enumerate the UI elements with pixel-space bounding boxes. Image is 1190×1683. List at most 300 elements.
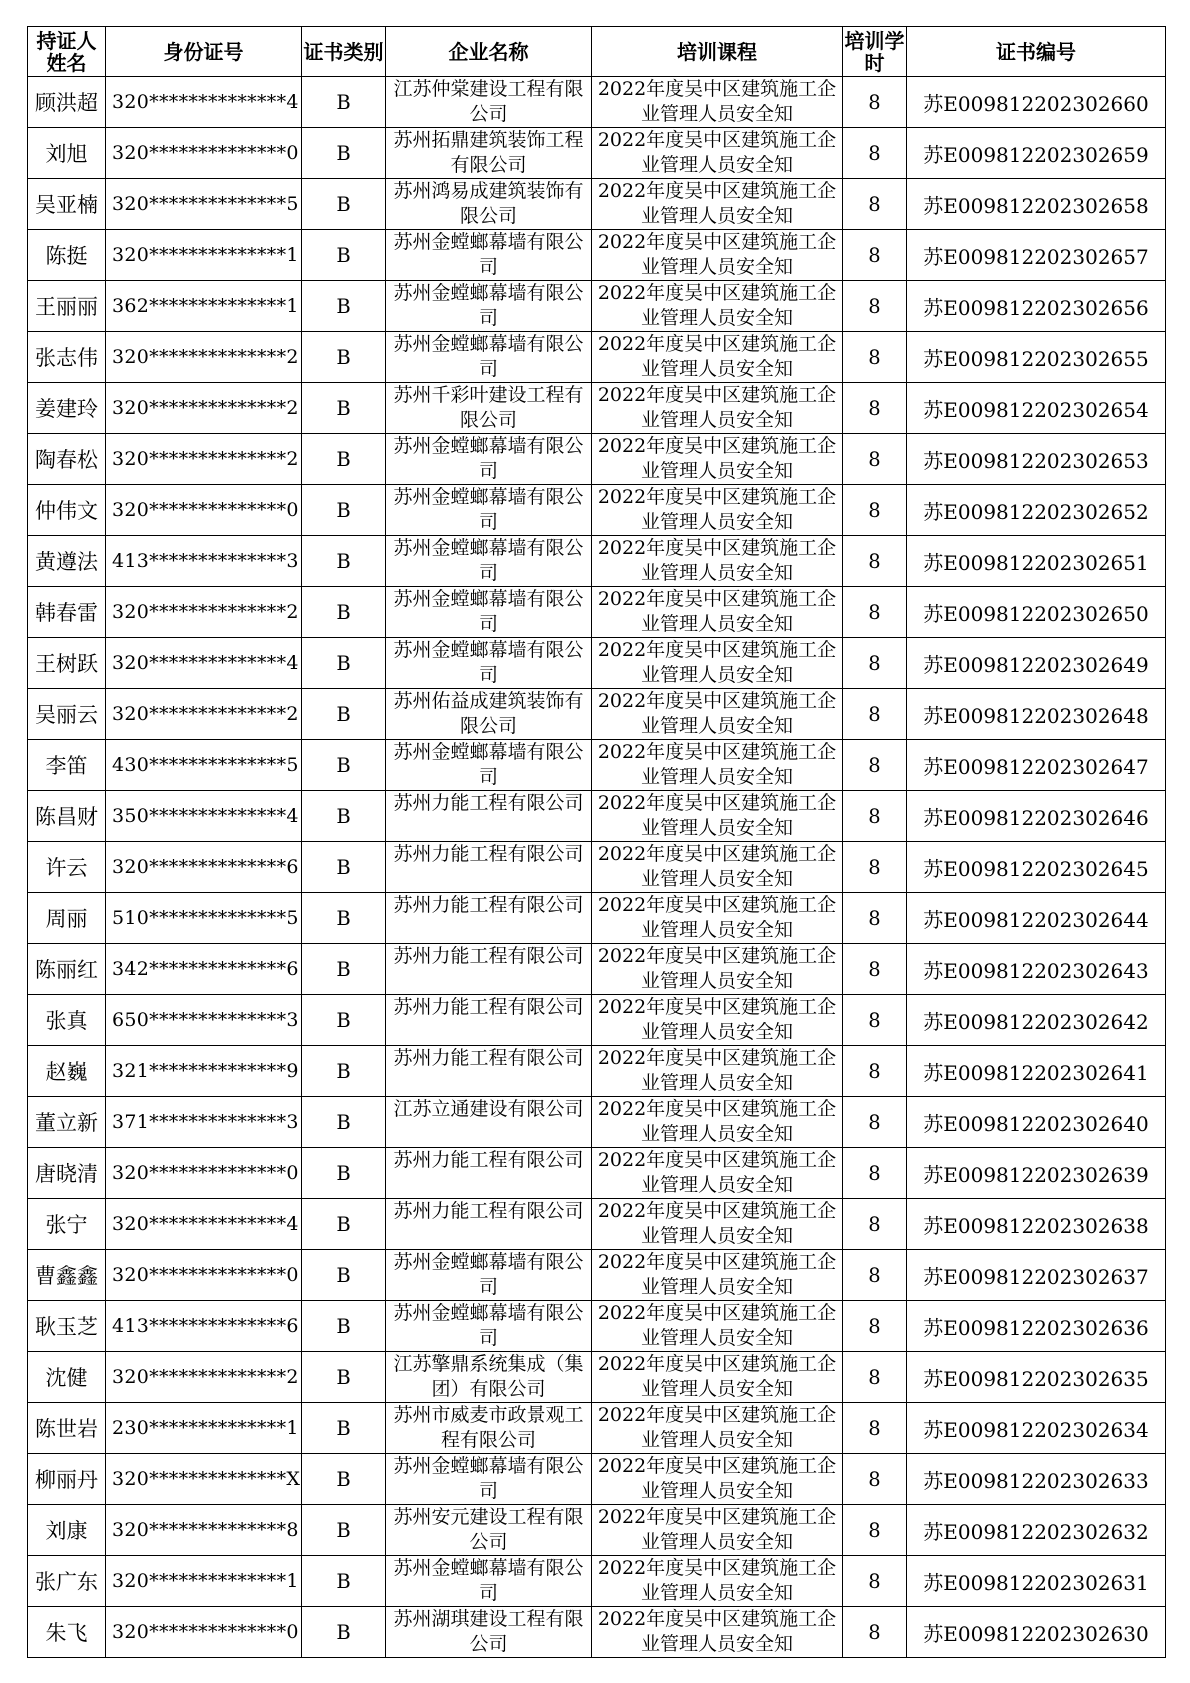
company-cell [386, 1454, 592, 1505]
company-text: 苏州金螳螂幕墙有限公司 [393, 231, 584, 278]
course-text: 2022年度吴中区建筑施工企业管理人员安全知 [597, 1404, 837, 1451]
company-text: 苏州金螳螂幕墙有限公司 [393, 435, 584, 482]
cert-type-cell: B [302, 434, 386, 485]
id-number-cell: 320**************0 [106, 485, 302, 536]
cert-number-cell: 苏E009812202302646 [907, 791, 1166, 842]
table-row [28, 77, 1166, 128]
course-cell [592, 1148, 843, 1199]
header-cert-number: 证书编号 [907, 27, 1166, 77]
id-number-cell: 430**************5 [106, 740, 302, 791]
hours-cell: 8 [843, 230, 907, 281]
company-text: 苏州力能工程有限公司 [393, 945, 584, 967]
hours-cell: 8 [843, 1403, 907, 1454]
table-row [28, 485, 1166, 536]
cert-number-cell: 苏E009812202302658 [907, 179, 1166, 230]
cert-type-cell: B [302, 689, 386, 740]
company-cell [386, 638, 592, 689]
hours-cell: 8 [843, 1148, 907, 1199]
table-row [28, 281, 1166, 332]
hours-cell: 8 [843, 536, 907, 587]
table-row [28, 1403, 1166, 1454]
cert-number-cell: 苏E009812202302656 [907, 281, 1166, 332]
cert-type-cell: B [302, 281, 386, 332]
company-cell [386, 485, 592, 536]
id-number-cell: 320**************2 [106, 434, 302, 485]
course-cell [592, 1097, 843, 1148]
cert-number-cell: 苏E009812202302630 [907, 1607, 1166, 1658]
company-cell [386, 332, 592, 383]
company-text: 苏州金螳螂幕墙有限公司 [393, 537, 584, 584]
course-cell [592, 1250, 843, 1301]
company-text: 苏州金螳螂幕墙有限公司 [393, 639, 584, 686]
company-text: 苏州力能工程有限公司 [393, 792, 584, 814]
holder-name-cell: 张宁 [28, 1199, 106, 1250]
course-cell [592, 1505, 843, 1556]
hours-cell: 8 [843, 1556, 907, 1607]
company-cell [386, 1505, 592, 1556]
course-text: 2022年度吴中区建筑施工企业管理人员安全知 [597, 129, 837, 176]
course-text: 2022年度吴中区建筑施工企业管理人员安全知 [597, 78, 837, 125]
id-number-cell: 320**************X [106, 1454, 302, 1505]
cert-type-cell: B [302, 1352, 386, 1403]
cert-type-cell: B [302, 1505, 386, 1556]
course-text: 2022年度吴中区建筑施工企业管理人员安全知 [597, 1251, 837, 1298]
header-holder-name: 持证人姓名 [28, 27, 106, 77]
holder-name-cell: 仲伟文 [28, 485, 106, 536]
holder-name-cell: 柳丽丹 [28, 1454, 106, 1505]
cert-type-cell: B [302, 1097, 386, 1148]
hours-cell: 8 [843, 791, 907, 842]
course-text: 2022年度吴中区建筑施工企业管理人员安全知 [597, 282, 837, 329]
id-number-cell: 320**************1 [106, 1556, 302, 1607]
company-text: 苏州市威麦市政景观工程有限公司 [393, 1404, 584, 1451]
holder-name-cell: 王丽丽 [28, 281, 106, 332]
company-text: 苏州金螳螂幕墙有限公司 [393, 588, 584, 635]
company-cell [386, 1556, 592, 1607]
table-row [28, 1454, 1166, 1505]
id-number-cell: 320**************6 [106, 842, 302, 893]
cert-number-cell: 苏E009812202302655 [907, 332, 1166, 383]
hours-cell: 8 [843, 485, 907, 536]
company-text: 苏州金螳螂幕墙有限公司 [393, 486, 584, 533]
hours-cell: 8 [843, 587, 907, 638]
holder-name-cell: 唐晓清 [28, 1148, 106, 1199]
company-cell [386, 944, 592, 995]
table-row [28, 689, 1166, 740]
course-text: 2022年度吴中区建筑施工企业管理人员安全知 [597, 1149, 837, 1196]
course-cell [592, 791, 843, 842]
company-text: 苏州力能工程有限公司 [393, 894, 584, 916]
cert-number-cell: 苏E009812202302659 [907, 128, 1166, 179]
id-number-cell: 320**************2 [106, 689, 302, 740]
table-row [28, 536, 1166, 587]
company-cell [386, 1148, 592, 1199]
cert-number-cell: 苏E009812202302641 [907, 1046, 1166, 1097]
table-row [28, 1607, 1166, 1658]
course-text: 2022年度吴中区建筑施工企业管理人员安全知 [597, 996, 837, 1043]
table-row [28, 1199, 1166, 1250]
cert-type-cell: B [302, 638, 386, 689]
cert-type-cell: B [302, 1607, 386, 1658]
holder-name-cell: 刘旭 [28, 128, 106, 179]
company-cell [386, 740, 592, 791]
course-cell [592, 1454, 843, 1505]
company-text: 苏州力能工程有限公司 [393, 1200, 584, 1222]
hours-cell: 8 [843, 689, 907, 740]
cert-number-cell: 苏E009812202302633 [907, 1454, 1166, 1505]
cert-number-cell: 苏E009812202302643 [907, 944, 1166, 995]
company-cell [386, 179, 592, 230]
cert-type-cell: B [302, 791, 386, 842]
id-number-cell: 320**************4 [106, 1199, 302, 1250]
course-cell [592, 434, 843, 485]
hours-cell: 8 [843, 434, 907, 485]
course-text: 2022年度吴中区建筑施工企业管理人员安全知 [597, 1353, 837, 1400]
hours-cell: 8 [843, 179, 907, 230]
hours-cell: 8 [843, 332, 907, 383]
id-number-cell: 320**************2 [106, 383, 302, 434]
course-cell [592, 1607, 843, 1658]
course-cell [592, 332, 843, 383]
course-text: 2022年度吴中区建筑施工企业管理人员安全知 [597, 1200, 837, 1247]
company-cell [386, 995, 592, 1046]
cert-number-cell: 苏E009812202302652 [907, 485, 1166, 536]
holder-name-cell: 韩春雷 [28, 587, 106, 638]
hours-cell: 8 [843, 893, 907, 944]
course-text: 2022年度吴中区建筑施工企业管理人员安全知 [597, 486, 837, 533]
table-row [28, 1556, 1166, 1607]
cert-number-cell: 苏E009812202302635 [907, 1352, 1166, 1403]
hours-cell: 8 [843, 1199, 907, 1250]
holder-name-cell: 张广东 [28, 1556, 106, 1607]
id-number-cell: 320**************0 [106, 1148, 302, 1199]
company-cell [386, 281, 592, 332]
cert-number-cell: 苏E009812202302642 [907, 995, 1166, 1046]
course-text: 2022年度吴中区建筑施工企业管理人员安全知 [597, 639, 837, 686]
id-number-cell: 320**************0 [106, 1607, 302, 1658]
id-number-cell: 413**************6 [106, 1301, 302, 1352]
cert-number-cell: 苏E009812202302634 [907, 1403, 1166, 1454]
holder-name-cell: 黄遵法 [28, 536, 106, 587]
cert-type-cell: B [302, 1403, 386, 1454]
hours-cell: 8 [843, 383, 907, 434]
id-number-cell: 320**************5 [106, 179, 302, 230]
company-text: 江苏擎鼎系统集成（集团）有限公司 [393, 1353, 584, 1400]
company-text: 苏州湖琪建设工程有限公司 [393, 1608, 584, 1655]
course-cell [592, 689, 843, 740]
holder-name-cell: 陈昌财 [28, 791, 106, 842]
course-text: 2022年度吴中区建筑施工企业管理人员安全知 [597, 384, 837, 431]
hours-cell: 8 [843, 740, 907, 791]
course-text: 2022年度吴中区建筑施工企业管理人员安全知 [597, 843, 837, 890]
table-row [28, 1352, 1166, 1403]
company-cell [386, 536, 592, 587]
cert-number-cell: 苏E009812202302645 [907, 842, 1166, 893]
company-text: 苏州金螳螂幕墙有限公司 [393, 333, 584, 380]
company-cell [386, 434, 592, 485]
table-row [28, 1097, 1166, 1148]
company-cell [386, 893, 592, 944]
header-row [28, 27, 1166, 77]
table-row [28, 893, 1166, 944]
company-text: 苏州金螳螂幕墙有限公司 [393, 741, 584, 788]
id-number-cell: 320**************4 [106, 638, 302, 689]
holder-name-cell: 吴亚楠 [28, 179, 106, 230]
id-number-cell: 350**************4 [106, 791, 302, 842]
cert-number-cell: 苏E009812202302639 [907, 1148, 1166, 1199]
id-number-cell: 320**************2 [106, 1352, 302, 1403]
cert-type-cell: B [302, 893, 386, 944]
id-number-cell: 320**************2 [106, 587, 302, 638]
cert-type-cell: B [302, 332, 386, 383]
course-text: 2022年度吴中区建筑施工企业管理人员安全知 [597, 231, 837, 278]
holder-name-cell: 沈健 [28, 1352, 106, 1403]
cert-type-cell: B [302, 1046, 386, 1097]
table-row [28, 128, 1166, 179]
id-number-cell: 650**************3 [106, 995, 302, 1046]
cert-type-cell: B [302, 179, 386, 230]
course-cell [592, 536, 843, 587]
id-number-cell: 320**************1 [106, 230, 302, 281]
course-text: 2022年度吴中区建筑施工企业管理人员安全知 [597, 1098, 837, 1145]
id-number-cell: 342**************6 [106, 944, 302, 995]
cert-type-cell: B [302, 77, 386, 128]
holder-name-cell: 刘康 [28, 1505, 106, 1556]
course-text: 2022年度吴中区建筑施工企业管理人员安全知 [597, 1608, 837, 1655]
company-cell [386, 383, 592, 434]
course-cell [592, 1301, 843, 1352]
course-cell [592, 281, 843, 332]
cert-type-cell: B [302, 230, 386, 281]
course-text: 2022年度吴中区建筑施工企业管理人员安全知 [597, 1455, 837, 1502]
course-cell [592, 587, 843, 638]
course-cell [592, 1199, 843, 1250]
holder-name-cell: 陶春松 [28, 434, 106, 485]
company-text: 苏州力能工程有限公司 [393, 1149, 584, 1171]
cert-number-cell: 苏E009812202302644 [907, 893, 1166, 944]
course-cell [592, 1352, 843, 1403]
table-row [28, 179, 1166, 230]
holder-name-cell: 耿玉芝 [28, 1301, 106, 1352]
table-row [28, 791, 1166, 842]
table-row [28, 434, 1166, 485]
company-cell [386, 1250, 592, 1301]
cert-type-cell: B [302, 1148, 386, 1199]
cert-number-cell: 苏E009812202302657 [907, 230, 1166, 281]
holder-name-cell: 陈丽红 [28, 944, 106, 995]
hours-cell: 8 [843, 281, 907, 332]
hours-cell: 8 [843, 1505, 907, 1556]
table-row [28, 332, 1166, 383]
course-cell [592, 383, 843, 434]
course-text: 2022年度吴中区建筑施工企业管理人员安全知 [597, 741, 837, 788]
cert-type-cell: B [302, 995, 386, 1046]
cert-number-cell: 苏E009812202302636 [907, 1301, 1166, 1352]
company-text: 苏州佑益成建筑装饰有限公司 [393, 690, 584, 737]
cert-type-cell: B [302, 842, 386, 893]
cert-type-cell: B [302, 740, 386, 791]
hours-cell: 8 [843, 1250, 907, 1301]
course-text: 2022年度吴中区建筑施工企业管理人员安全知 [597, 945, 837, 992]
id-number-cell: 230**************1 [106, 1403, 302, 1454]
company-text: 苏州金螳螂幕墙有限公司 [393, 1251, 584, 1298]
cert-number-cell: 苏E009812202302631 [907, 1556, 1166, 1607]
cert-number-cell: 苏E009812202302638 [907, 1199, 1166, 1250]
course-cell [592, 128, 843, 179]
id-number-cell: 362**************1 [106, 281, 302, 332]
company-text: 苏州力能工程有限公司 [393, 996, 584, 1018]
table-row [28, 740, 1166, 791]
cert-number-cell: 苏E009812202302654 [907, 383, 1166, 434]
course-text: 2022年度吴中区建筑施工企业管理人员安全知 [597, 1557, 837, 1604]
course-cell [592, 1403, 843, 1454]
header-cert-type: 证书类别 [302, 27, 386, 77]
holder-name-cell: 张志伟 [28, 332, 106, 383]
hours-cell: 8 [843, 1301, 907, 1352]
holder-name-cell: 姜建玲 [28, 383, 106, 434]
cert-number-cell: 苏E009812202302648 [907, 689, 1166, 740]
course-text: 2022年度吴中区建筑施工企业管理人员安全知 [597, 1047, 837, 1094]
course-cell [592, 893, 843, 944]
table-row [28, 842, 1166, 893]
course-text: 2022年度吴中区建筑施工企业管理人员安全知 [597, 435, 837, 482]
company-text: 苏州力能工程有限公司 [393, 843, 584, 865]
holder-name-cell: 李笛 [28, 740, 106, 791]
id-number-cell: 321**************9 [106, 1046, 302, 1097]
course-text: 2022年度吴中区建筑施工企业管理人员安全知 [597, 792, 837, 839]
company-text: 苏州安元建设工程有限公司 [393, 1506, 584, 1553]
cert-type-cell: B [302, 944, 386, 995]
company-cell [386, 230, 592, 281]
cert-number-cell: 苏E009812202302637 [907, 1250, 1166, 1301]
course-cell [592, 77, 843, 128]
course-text: 2022年度吴中区建筑施工企业管理人员安全知 [597, 690, 837, 737]
id-number-cell: 320**************0 [106, 1250, 302, 1301]
company-cell [386, 1301, 592, 1352]
course-cell [592, 1556, 843, 1607]
company-cell [386, 77, 592, 128]
company-text: 苏州金螳螂幕墙有限公司 [393, 1455, 584, 1502]
table-row [28, 587, 1166, 638]
cert-number-cell: 苏E009812202302651 [907, 536, 1166, 587]
header-hours: 培训学时 [844, 28, 905, 75]
company-cell [386, 689, 592, 740]
course-cell [592, 995, 843, 1046]
course-text: 2022年度吴中区建筑施工企业管理人员安全知 [597, 537, 837, 584]
hours-cell: 8 [843, 1454, 907, 1505]
certificate-table [27, 26, 1166, 1658]
course-cell [592, 230, 843, 281]
cert-type-cell: B [302, 1454, 386, 1505]
cert-number-cell: 苏E009812202302649 [907, 638, 1166, 689]
cert-type-cell: B [302, 128, 386, 179]
course-cell [592, 485, 843, 536]
table-row [28, 1301, 1166, 1352]
company-text: 江苏立通建设有限公司 [393, 1098, 584, 1120]
hours-cell: 8 [843, 77, 907, 128]
holder-name-cell: 曹鑫鑫 [28, 1250, 106, 1301]
course-text: 2022年度吴中区建筑施工企业管理人员安全知 [597, 180, 837, 227]
cert-type-cell: B [302, 1199, 386, 1250]
hours-cell: 8 [843, 944, 907, 995]
holder-name-cell: 陈挺 [28, 230, 106, 281]
table-row [28, 230, 1166, 281]
cert-number-cell: 苏E009812202302653 [907, 434, 1166, 485]
holder-name-cell: 张真 [28, 995, 106, 1046]
holder-name-cell: 周丽 [28, 893, 106, 944]
cert-type-cell: B [302, 1250, 386, 1301]
cert-number-cell: 苏E009812202302647 [907, 740, 1166, 791]
holder-name-cell: 王树跃 [28, 638, 106, 689]
course-text: 2022年度吴中区建筑施工企业管理人员安全知 [597, 1506, 837, 1553]
course-cell [592, 842, 843, 893]
header-company: 企业名称 [386, 27, 592, 77]
holder-name-cell: 顾洪超 [28, 77, 106, 128]
course-text: 2022年度吴中区建筑施工企业管理人员安全知 [597, 588, 837, 635]
course-cell [592, 1046, 843, 1097]
holder-name-cell: 陈世岩 [28, 1403, 106, 1454]
header-course: 培训课程 [592, 27, 843, 77]
cert-type-cell: B [302, 485, 386, 536]
holder-name-cell: 董立新 [28, 1097, 106, 1148]
company-text: 苏州金螳螂幕墙有限公司 [393, 282, 584, 329]
id-number-cell: 320**************0 [106, 128, 302, 179]
holder-name-cell: 许云 [28, 842, 106, 893]
company-text: 苏州鸿易成建筑装饰有限公司 [393, 180, 584, 227]
hours-cell: 8 [843, 1097, 907, 1148]
company-cell [386, 1403, 592, 1454]
course-cell [592, 638, 843, 689]
hours-cell: 8 [843, 1046, 907, 1097]
company-cell [386, 842, 592, 893]
company-text: 苏州金螳螂幕墙有限公司 [393, 1302, 584, 1349]
id-number-cell: 320**************4 [106, 77, 302, 128]
hours-cell: 8 [843, 842, 907, 893]
table-row [28, 1148, 1166, 1199]
table-row [28, 1505, 1166, 1556]
id-number-cell: 320**************2 [106, 332, 302, 383]
table-row [28, 383, 1166, 434]
cert-type-cell: B [302, 383, 386, 434]
cert-type-cell: B [302, 1556, 386, 1607]
company-cell [386, 1352, 592, 1403]
id-number-cell: 371**************3 [106, 1097, 302, 1148]
company-cell [386, 1607, 592, 1658]
id-number-cell: 320**************8 [106, 1505, 302, 1556]
company-text: 苏州力能工程有限公司 [393, 1047, 584, 1069]
hours-cell: 8 [843, 128, 907, 179]
table-row [28, 1250, 1166, 1301]
course-cell [592, 179, 843, 230]
cert-number-cell: 苏E009812202302660 [907, 77, 1166, 128]
company-cell [386, 128, 592, 179]
table-row [28, 638, 1166, 689]
cert-type-cell: B [302, 587, 386, 638]
course-cell [592, 944, 843, 995]
company-text: 苏州金螳螂幕墙有限公司 [393, 1557, 584, 1604]
company-cell [386, 1046, 592, 1097]
holder-name-cell: 吴丽云 [28, 689, 106, 740]
table-row [28, 995, 1166, 1046]
table-row [28, 944, 1166, 995]
cert-number-cell: 苏E009812202302632 [907, 1505, 1166, 1556]
cert-type-cell: B [302, 536, 386, 587]
table-row [28, 1046, 1166, 1097]
company-cell [386, 1097, 592, 1148]
hours-cell: 8 [843, 1352, 907, 1403]
cert-number-cell: 苏E009812202302650 [907, 587, 1166, 638]
company-text: 江苏仲棠建设工程有限公司 [393, 78, 584, 125]
